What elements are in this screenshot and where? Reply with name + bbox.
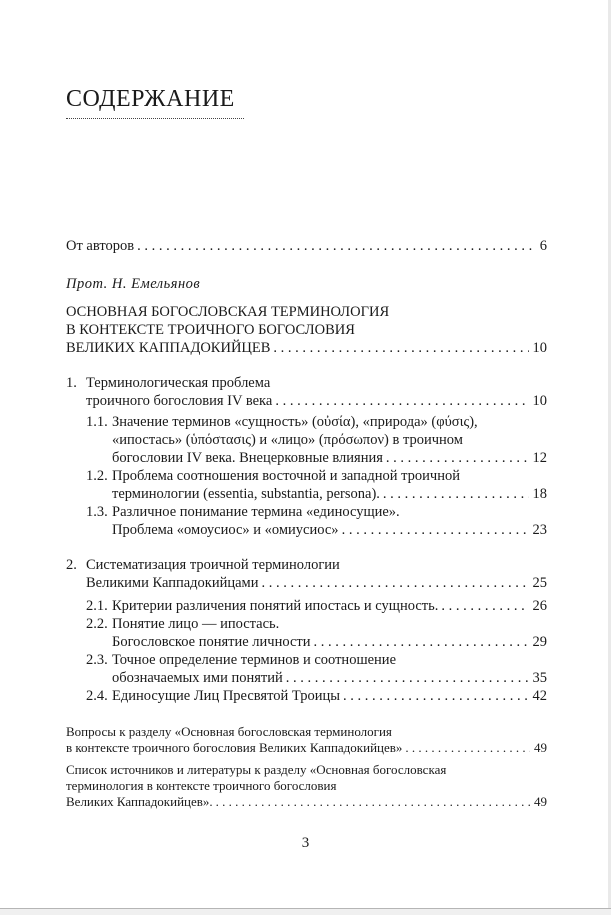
questions-line-2: в контексте троичного богословия Великих Каппадокийцев» <box>66 740 403 755</box>
toc-entry-chapter-2[interactable] <box>86 575 547 592</box>
subsection-title: Различное понимание термина «единосущие». <box>112 504 400 520</box>
toc-page-number: 6 <box>539 238 547 254</box>
subsection-1-2-line-1 <box>86 468 460 485</box>
toc-entry-1-1[interactable] <box>112 450 547 467</box>
chapter-title-line-2: Великими Каппадокийцами <box>86 575 259 591</box>
leader-dots <box>273 340 528 357</box>
title-underline <box>66 118 244 119</box>
subsection-title: Критерии различения понятий ипостась и сущность. <box>112 598 439 614</box>
subsection-2-2-line-2: Богословское понятие личности <box>112 634 311 650</box>
subsection-2-3-line-1 <box>86 652 396 669</box>
toc-entry-2-1[interactable] <box>86 598 547 615</box>
subsection-number: 1.2. <box>86 468 108 484</box>
subsection-title: Точное определение терминов и соотношение <box>112 652 397 668</box>
toc-entry-1-2[interactable] <box>112 486 547 503</box>
chapter-title-line-2: троичного богословия IV века <box>86 393 273 409</box>
toc-page-number: 10 <box>532 340 547 356</box>
leader-dots <box>313 634 528 651</box>
toc-page-number: 23 <box>532 522 547 538</box>
subsection-2-3-line-2: обозначаемых ими понятий <box>112 670 283 686</box>
toc-page-number: 18 <box>532 486 547 502</box>
subsection-1-3-line-2: Проблема «омоусиос» и «омиусиос» <box>112 522 339 538</box>
subsection-2-1-line-1 <box>86 598 438 615</box>
subsection-number: 1.3. <box>86 504 108 520</box>
subsection-2-2-line-1 <box>86 616 279 633</box>
subsection-1-2-line-2: терминологии (essentia, substantia, persona). <box>112 486 380 502</box>
toc-page-number: 35 <box>532 670 547 686</box>
sources-line-1: Список источников и литературы к разделу «Основная богословская <box>66 762 447 777</box>
chapter-2-line-1 <box>66 557 340 574</box>
toc-page-number: 29 <box>532 634 547 650</box>
leader-dots <box>286 670 529 687</box>
leader-dots <box>383 486 529 503</box>
subsection-number: 2.3. <box>86 652 108 668</box>
toc-page-number: 49 <box>534 740 547 755</box>
leader-dots <box>405 740 530 756</box>
toc-page-number: 42 <box>532 688 547 704</box>
subsection-number: 2.1. <box>86 598 108 614</box>
chapter-title: Терминологическая проблема <box>86 375 271 391</box>
subsection-1-1-line-3: богословии IV века. Внецерковные влияния <box>112 450 383 466</box>
leader-dots <box>441 598 528 615</box>
subsection-1-1-line-2: «ипостась» (ὑπόστασις) и «лицо» (πρόσωπον) в троичном <box>112 432 463 448</box>
subsection-number: 2.2. <box>86 616 108 632</box>
subsection-number: 2.4. <box>86 688 108 704</box>
toc-entry-section[interactable] <box>66 340 547 357</box>
toc-entry-1-3[interactable] <box>112 522 547 539</box>
section-title-line-1: ОСНОВНАЯ БОГОСЛОВСКАЯ ТЕРМИНОЛОГИЯ <box>66 304 390 320</box>
subsection-1-3-line-1 <box>86 504 400 521</box>
chapter-number: 2. <box>66 557 77 573</box>
toc-entry-questions[interactable] <box>66 740 547 756</box>
subsection-title: Проблема соотношения восточной и западной троичной <box>112 468 460 484</box>
leader-dots <box>137 238 536 255</box>
leader-dots <box>261 575 528 592</box>
questions-line-1: Вопросы к разделу «Основная богословская терминология <box>66 724 392 739</box>
toc-entry-from-authors[interactable] <box>66 238 547 255</box>
author-name: Прот. Н. Емельянов <box>66 276 201 292</box>
toc-entry-2-3[interactable] <box>112 670 547 687</box>
chapter-title: Систематизация троичной терминологии <box>86 557 340 573</box>
section-title-line-2: В КОНТЕКСТЕ ТРОИЧНОГО БОГОСЛОВИЯ <box>66 322 355 338</box>
sources-line-2: терминология в контексте троичного богословия <box>66 778 337 793</box>
sources-line-3: Великих Каппадокийцев». <box>66 794 213 809</box>
toc-page-number: 10 <box>532 393 547 409</box>
toc-page-number: 25 <box>532 575 547 591</box>
section-title-line-3: ВЕЛИКИХ КАППАДОКИЙЦЕВ <box>66 340 271 356</box>
subsection-number: 1.1. <box>86 414 108 430</box>
toc-entry-chapter-1[interactable] <box>86 393 547 410</box>
chapter-number: 1. <box>66 375 77 391</box>
chapter-1-line-1 <box>66 375 270 392</box>
subsection-title: Понятие лицо — ипостась. <box>112 616 280 632</box>
leader-dots <box>342 522 529 539</box>
subsection-title: Единосущие Лиц Пресвятой Троицы <box>112 688 340 704</box>
toc-page-number: 26 <box>532 598 547 614</box>
leader-dots <box>275 393 528 410</box>
leader-dots <box>343 688 529 705</box>
page-title: СОДЕРЖАНИЕ <box>66 86 235 112</box>
toc-entry-2-4[interactable] <box>86 688 547 705</box>
toc-entry-label: От авторов <box>66 238 135 254</box>
toc-page-number: 49 <box>534 794 547 809</box>
page-number: 3 <box>301 835 310 851</box>
subsection-1-1-line-1 <box>86 414 478 431</box>
toc-page-number: 12 <box>532 450 547 466</box>
leader-dots <box>386 450 529 467</box>
subsection-title: Значение терминов «сущность» (οὐσία), «природа» (φύσις), <box>112 414 478 430</box>
toc-entry-sources[interactable] <box>66 794 547 810</box>
toc-entry-2-2[interactable] <box>112 634 547 651</box>
leader-dots <box>216 794 530 810</box>
subsection-2-4-line-1 <box>86 688 340 705</box>
page-bottom-edge <box>0 908 611 915</box>
